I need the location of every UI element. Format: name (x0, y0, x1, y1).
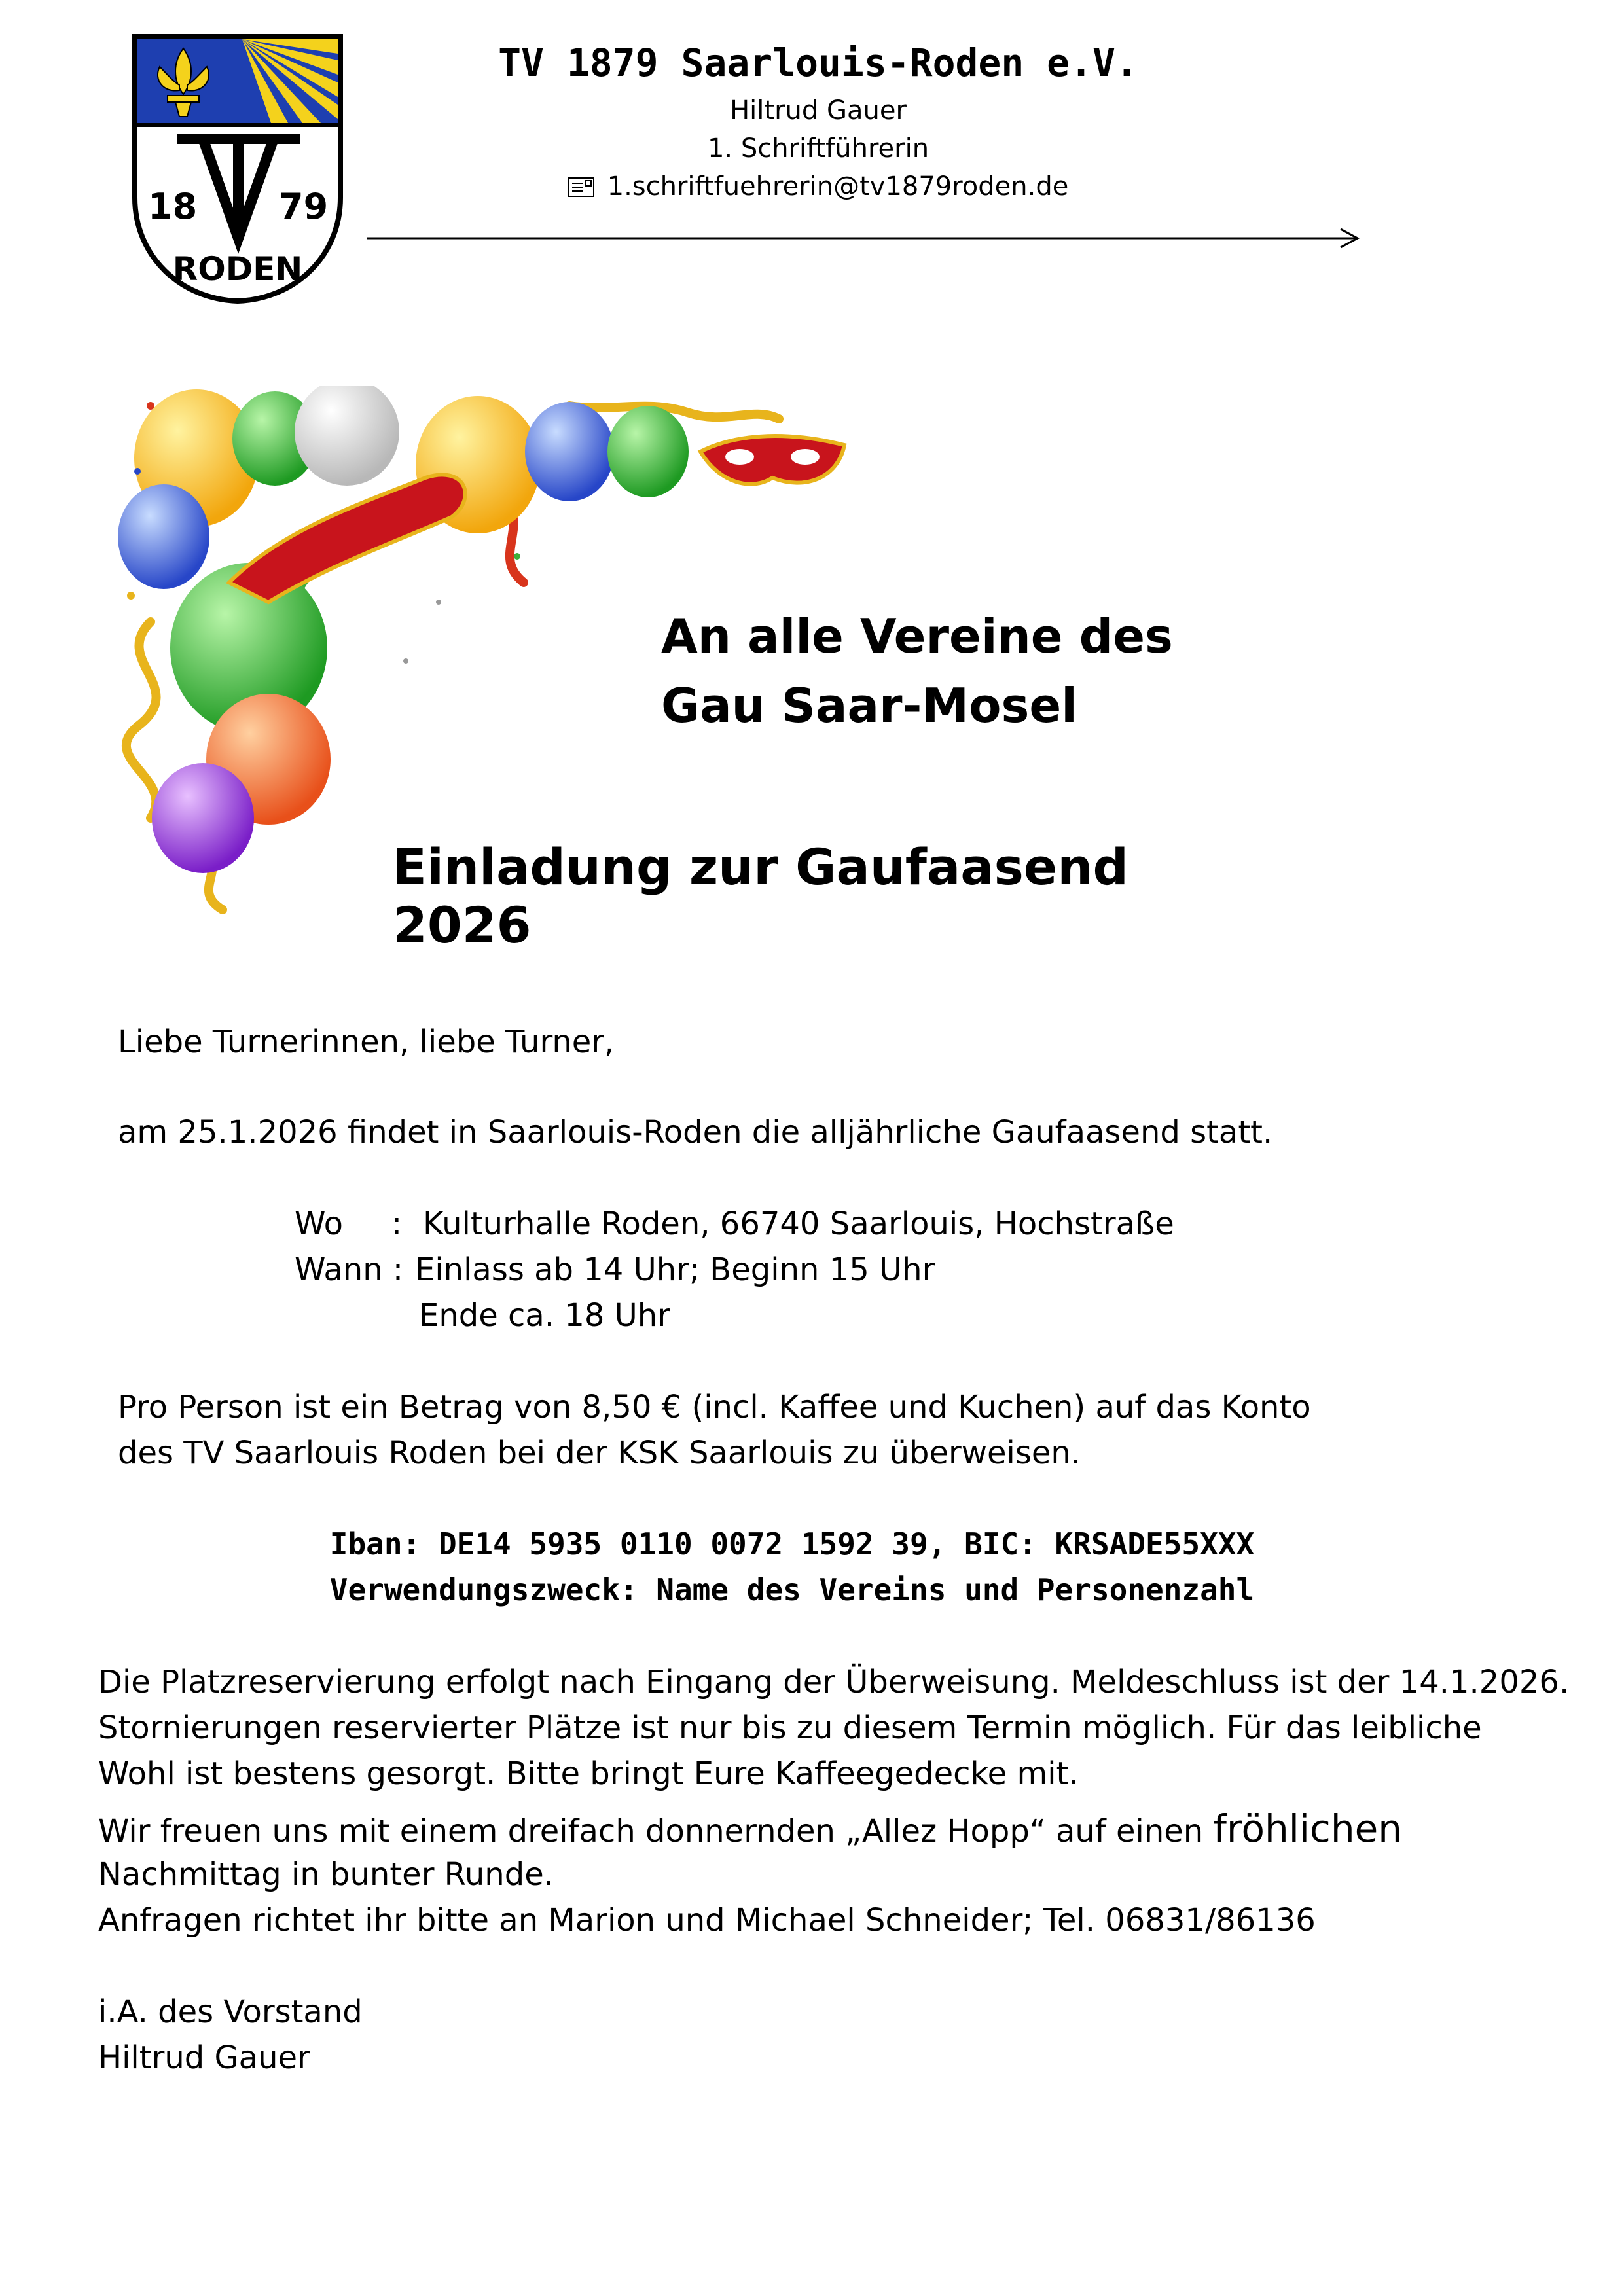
wish-text-line-1 (98, 1806, 1402, 1851)
balloon (152, 763, 254, 873)
club-name: TV 1879 Saarlouis-Roden e.V. (498, 41, 1138, 85)
venue-value: Kulturhalle Roden, 66740 Saarlouis, Hochstraße (423, 1206, 1174, 1242)
mask-eye (725, 449, 754, 465)
invitation-title: Einladung zur Gaufaasend 2026 (393, 838, 1128, 954)
reservation-text-line-1: Die Platzreservierung erfolgt nach Eingang der Überweisung. Meldeschluss ist der 14.1.2026. (98, 1664, 1570, 1700)
reservation-text-line-2: Stornierungen reservierter Plätze ist nur bis zu diesem Termin möglich. Für das leibliche (98, 1710, 1482, 1746)
payment-purpose: Verwendungszweck: Name des Vereins und Personenzahl (329, 1572, 1255, 1607)
wish-text-line-2: Nachmittag in bunter Runde. (98, 1856, 554, 1893)
header-arrow (367, 225, 1362, 251)
when-label: Wann : (295, 1251, 404, 1288)
contact-name: Hiltrud Gauer (730, 96, 907, 126)
club-logo (131, 34, 344, 304)
bank-details: Iban: DE14 5935 0110 0072 1592 39, BIC: KRSADE55XXX (329, 1526, 1255, 1562)
addressee-line-1: An alle Vereine des (661, 609, 1173, 664)
streamer (126, 622, 156, 818)
balloon (118, 484, 209, 589)
contact-email-line (367, 171, 1270, 202)
signature-name: Hiltrud Gauer (98, 2039, 310, 2076)
where-label: Wo (295, 1206, 344, 1242)
mail-icon (568, 177, 594, 197)
greeting: Liebe Turnerinnen, liebe Turner, (118, 1024, 615, 1060)
intro-text: am 25.1.2026 findet in Saarlouis-Roden die alljährliche Gaufaasend statt. (118, 1114, 1273, 1151)
logo-year-left: 18 (148, 186, 198, 227)
email-link[interactable]: 1.schriftfuehrerin@tv1879roden.de (607, 171, 1069, 202)
wish-emphasis: fröhlichen (1213, 1806, 1403, 1851)
inquiry-contact: Anfragen richtet ihr bitte an Marion und Michael Schneider; Tel. 06831/86136 (98, 1902, 1316, 1939)
time-value: Einlass ab 14 Uhr; Beginn 15 Uhr (415, 1251, 935, 1288)
reservation-text-line-3: Wohl ist bestens gesorgt. Bitte bringt Eure Kaffeegedecke mit. (98, 1755, 1079, 1792)
logo-year-right: 79 (279, 186, 329, 227)
contact-role: 1. Schriftführerin (707, 134, 929, 164)
carnival-mask (229, 475, 465, 602)
wish-text-part: Wir freuen uns mit einem dreifach donnernden „Allez Hopp“ auf einen (98, 1813, 1214, 1850)
where-colon: : (391, 1206, 403, 1242)
addressee-line-2: Gau Saar-Mosel (661, 678, 1077, 733)
balloon (607, 406, 689, 497)
end-time-value: Ende ca. 18 Uhr (419, 1297, 670, 1334)
carnival-mask (700, 436, 844, 484)
payment-text-line-1: Pro Person ist ein Betrag von 8,50 € (incl. Kaffee und Kuchen) auf das Konto (118, 1389, 1311, 1426)
payment-text-line-2: des TV Saarlouis Roden bei der KSK Saarlouis zu überweisen. (118, 1435, 1081, 1471)
balloon (525, 402, 614, 501)
logo-town: RODEN (172, 250, 303, 288)
balloon (295, 386, 399, 486)
signature-line-1: i.A. des Vorstand (98, 1994, 363, 2030)
mask-eye (791, 449, 820, 465)
